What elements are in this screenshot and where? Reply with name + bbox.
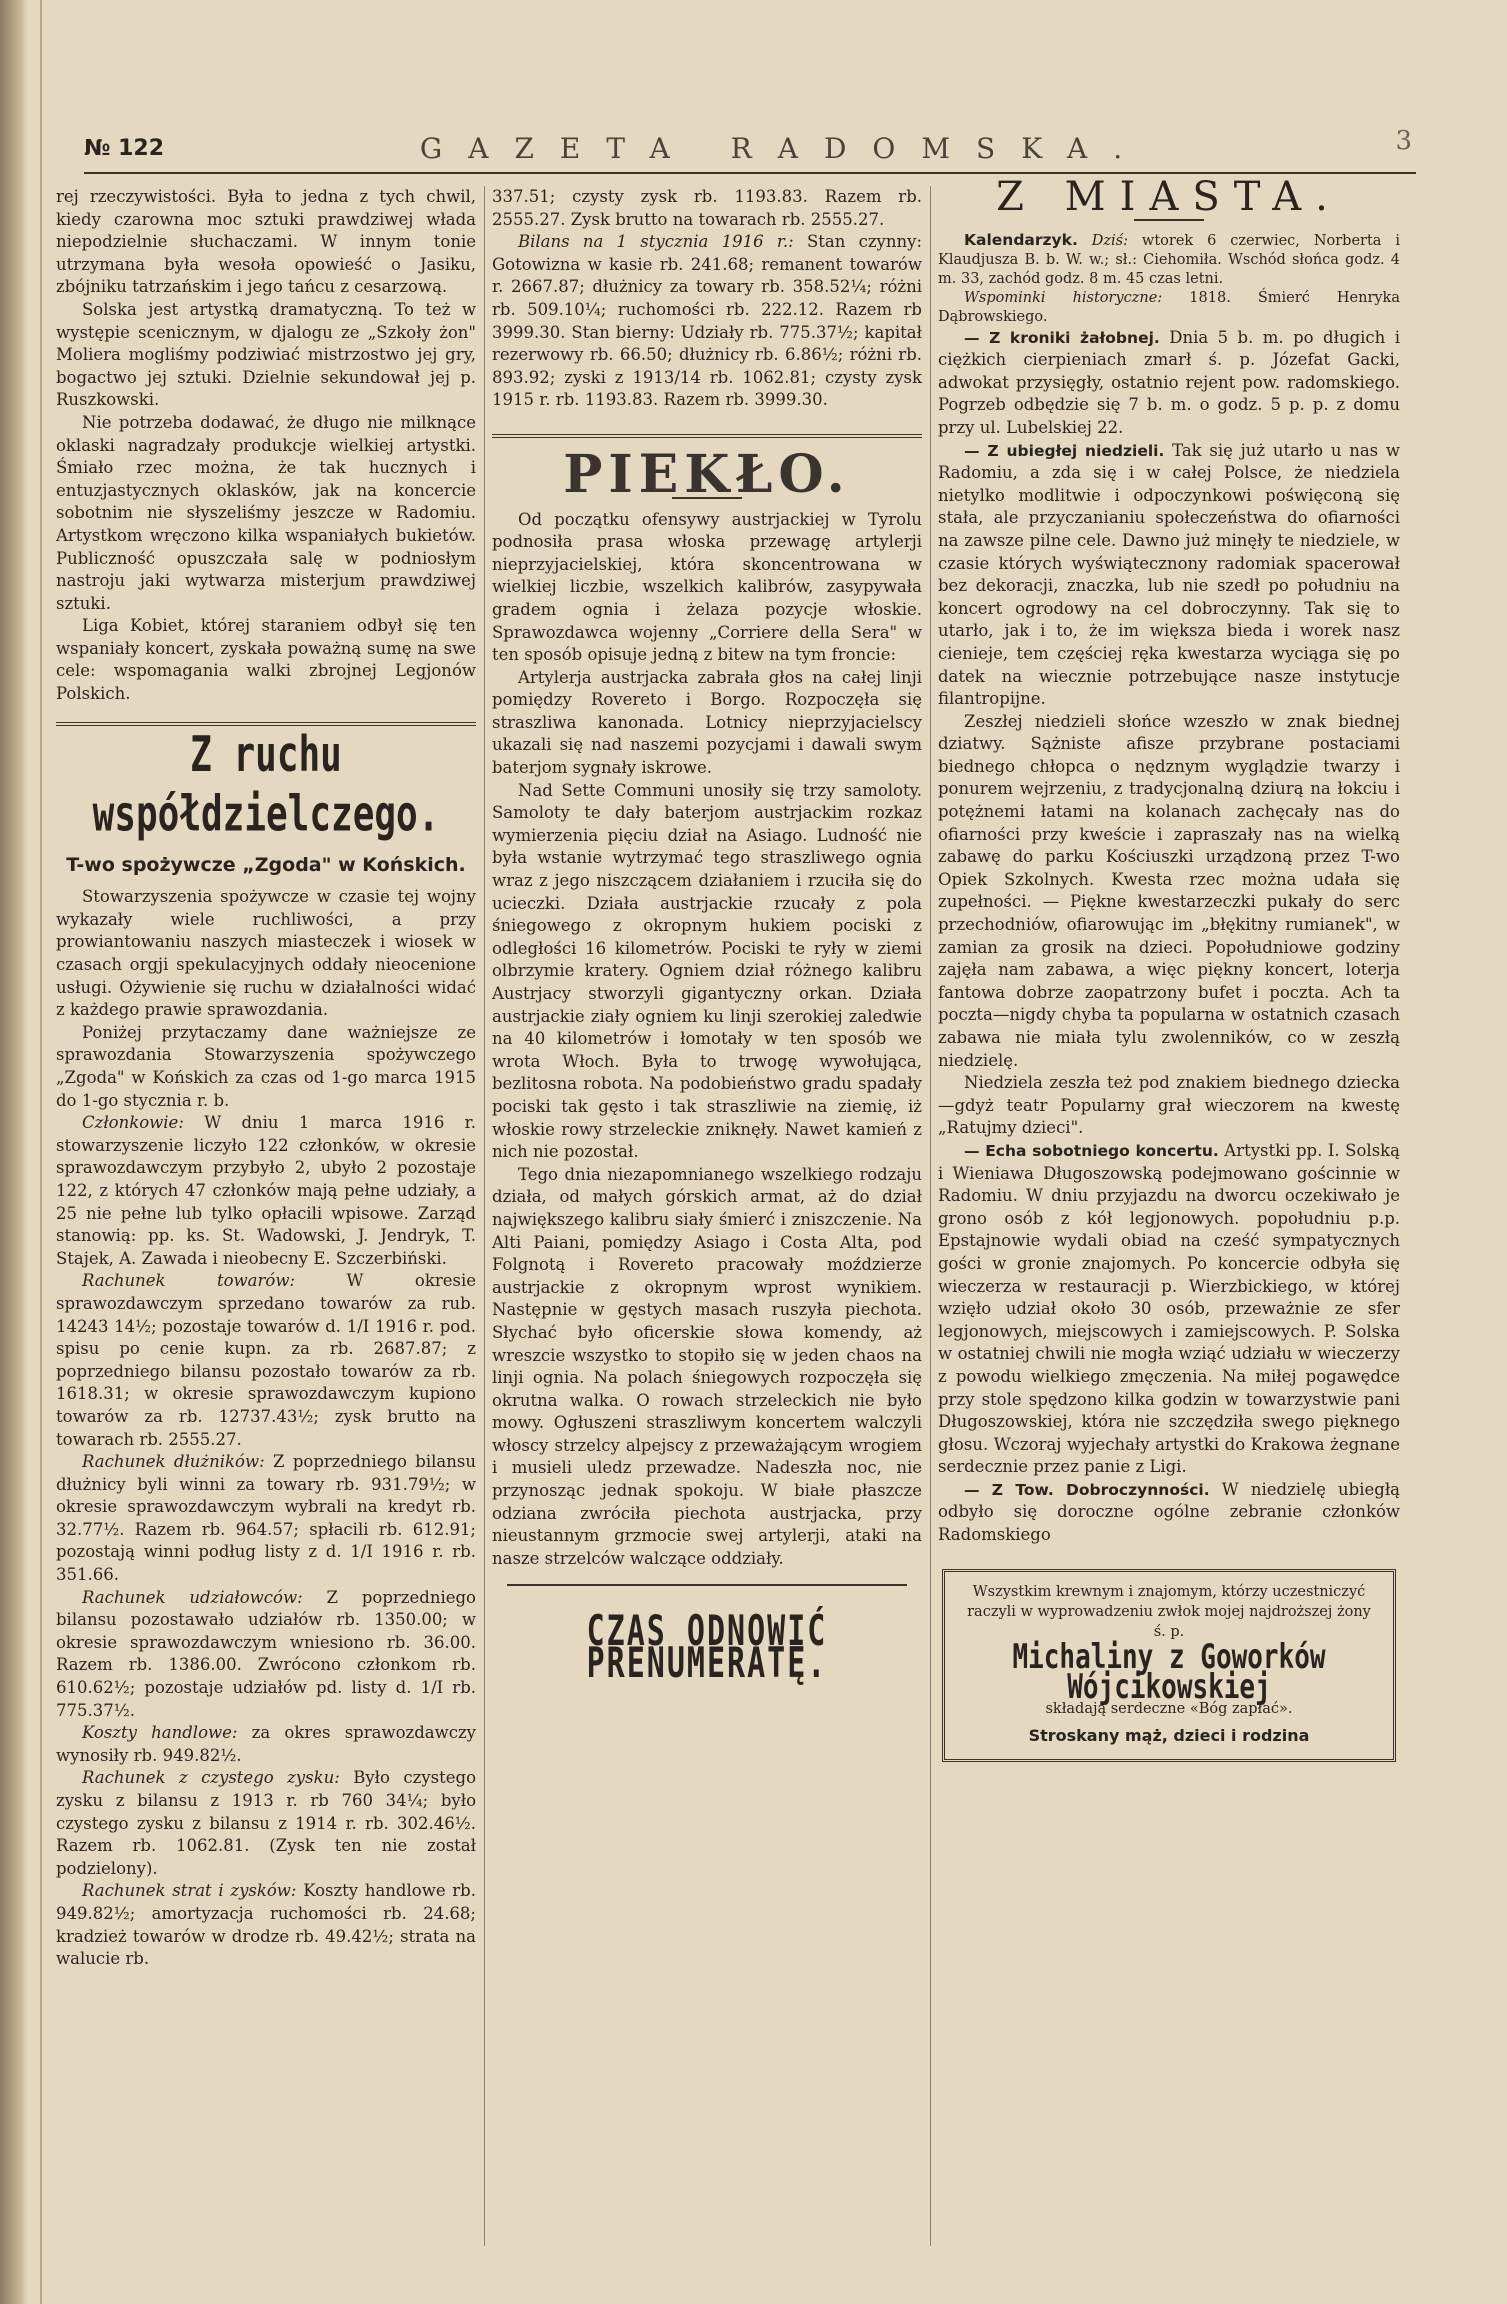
column-1 bbox=[56, 186, 476, 1971]
newspaper-title: GAZETA RADOMSKA. bbox=[419, 132, 1149, 165]
paragraph bbox=[938, 327, 1400, 440]
paragraph: Od początku ofensywy austrjackiej w Tyrolu podnosiła prasa włoska przewagę artylerji nieprzyjacielskiej, która skoncentrowana w wielkiej liczbie, wszelkich kalibrów, zasypywała gradem ognia i żelaza pozycje włoskie. Sprawozdawca wojenny „Corriere della Sera" w ten sposób opisuje jedną z bitew na tym froncie: bbox=[492, 509, 922, 665]
paragraph: Tego dnia niezapomnianego wszelkiego rodzaju działa, od małych górskich armat, aż do dział największego kalibru siały śmierć i zniszczenie. Na Alti Paiani, pomiędzy Asiago i Costa Alta, pod Folgnotą i Rovereto pracowały moździerze austrjackie z okropnym wprost wynikiem. Następnie w gęstych masach ruszyła piechota. Słychać było oficerskie słowa komendy, aż wreszcie wszystko to stopiło się w jeden chaos na linji ognia. Na polach śniegowych rozpoczęła się okrutna walka. O rowach strzeleckich nie było mowy. Ogłuszeni straszliwym koncertem walczyli włoscy strzelcy alpejscy z przeważającym wrogiem i musieli uledz przewadze. Nadeszła noc, nie przynosząc jednak spokoju. W białe płaszcze odziana zwróciła piechota austrjacka, przy nieustannym grzmocie swej artylerji, ataki na nasze strzelców walczące oddziały. bbox=[492, 1164, 922, 1568]
run-in-label: Kalendarzyk. bbox=[964, 230, 1078, 249]
paragraph bbox=[938, 1479, 1400, 1547]
subscription-notice: CZAS ODNOWIĆ PRENUMERATĘ. bbox=[586, 1607, 828, 1689]
section-title: Z MIASTA. bbox=[996, 174, 1342, 220]
paragraph bbox=[938, 1140, 1400, 1479]
article-subtitle: T-wo spożywcze „Zgoda" w Końskich. bbox=[66, 853, 466, 876]
paragraph bbox=[56, 1880, 476, 1970]
paragraph-text: Stan czynny: Gotowizna w kasie rb. 241.68; remanent towarów r. 2667.87; dłużnicy za towary rb. 358.52¼; różni rb. 509.10¼; ruchomości rb. 222.12. Razem rb 3999.30. Stan bierny: Udziały rb. 775.37½; kapitał rezerwowy rb. 66.50; dłużnicy rb. 6.86½; różni rb. 893.92; zyski z 1913/14 rb. 1062.81; czysty zysk 1915 r. rb. 1193.83. Razem rb. 3999.30. bbox=[492, 232, 922, 410]
paragraph: Artylerja austrjacka zabrała głos na całej linji pomiędzy Rovereto i Borgo. Rozpoczęła się straszliwa kanonada. Lotnicy nieprzyjacielscy ukazali się nad naszemi pozycjami i dawali swym baterjom sygnały iskrowe. bbox=[492, 667, 922, 778]
page-number: 3 bbox=[1395, 126, 1412, 156]
run-in-label: Rachunek dłużników: bbox=[82, 1452, 265, 1472]
paragraph: Stowarzyszenia spożywcze w czasie tej wojny wykazały wiele ruchliwości, a przy prowiantowaniu naszych miasteczek i wiosek w czasach orgji spekulacyjnych oddały nieocenione usługi. Ożywienie się ruchu w działalności widać z każdego prawie sprawozdania. bbox=[56, 887, 476, 1020]
section-divider bbox=[492, 434, 922, 438]
article-title: PIEKŁO. bbox=[563, 443, 851, 505]
page-binding-edge bbox=[0, 0, 28, 2304]
section-divider bbox=[56, 722, 476, 726]
column-2 bbox=[492, 186, 922, 1689]
paragraph: Nie potrzeba dodawać, że długo nie milknące oklaski nagradzały produkcje wielkiej artystki. Śmiało rzec można, że tak hucznych i entuzjastycznych oklasków, jak na koncercie sobotnim nie słyszeliśmy jeszcze w Radomiu. Artystkom wręczono kilka wspaniałych bukietów. Publiczność opuszczała salę w podniosłym nastroju jaki wytwarza misterjum prawdziwej sztuki. bbox=[56, 412, 476, 613]
paragraph bbox=[56, 1587, 476, 1723]
obituary-thanks-notice bbox=[942, 1569, 1396, 1763]
run-in-label: Koszty handlowe: bbox=[82, 1723, 238, 1743]
column-rule-2 bbox=[930, 186, 931, 2246]
paragraph-text: wtorek 6 czerwiec, Norberta i Klaudjusza B. b. W. w.; sł.: Ciehomiła. Wschód słońca godz. 4 m. 33, zachód godz. 8 m. 45 czas letni. bbox=[938, 232, 1400, 287]
paragraph: Poniżej przytaczamy dane ważniejsze ze sprawozdania Stowarzyszenia spożywczego „Zgoda" w Końskich za czas od 1-go marca 1915 do 1-go stycznia r. b. bbox=[56, 1022, 476, 1110]
section-title: Z ruchu współdzielczego. bbox=[92, 727, 440, 843]
paragraph: Zeszłej niedzieli słońce wzeszło w znak biednej dziatwy. Sążniste afisze przybrane postaciami biednego chłopca o nędznym wyglądzie twarzy i ponurem wejrzeniu, z tradycjonalną dziurą na łokciu i potężnemi łatami na kolanach zachęcały nas do ofiarności przy kweście i zapraszały nas na wielką zabawę do parku Kościuszki urządzoną przez T-wo Opiek Szkolnych. Kwesta rzec można udała się zupełności. — Piękne kwestarzeczki pukały do serc przechodniów, ofiarowując im „błękitny rumianek", w zamian za grosik na dzieci. Popołudniowe godziny zajęła nam zabawa, a więc piękny koncert, loterja fantowa dobrze zaopatrzony bufet i poczta. Ach ta poczta—nigdy chyba ta popularna w ostatnich czasach zabawa nie miała tylu zwolenników, co w zeszłą niedzielę. bbox=[938, 711, 1400, 1070]
paragraph: Nad Sette Communi unosiły się trzy samoloty. Samoloty te dały baterjom austrjackim rozkaz wymierzenia pięciu dział na Asiago. Ludność nie była wstanie wytrzymać tego straszliwego ognia wraz z jego niszczącem działaniem i rzuciła się do ucieczki. Działa austrjackie rzucały z pola śniegowego z okropnym hukiem pociski z odległości 16 kilometrów. Pociski te ryły w ziemi olbrzymie kratery. Ogniem dział różnego kalibru Austrjacy stworzyli gigantyczny orkan. Działa austrjackie ziały ogniem ku linji szerokiej zaledwie na 40 kilometrów i łomotały w ten sposób we wrota Włoch. Była to trwogę wywołująca, bezlitosna robota. Na podobieństwo gradu spadały pociski tak gęsto i tak straszliwie na ziemię, iż włoskie rowy strzeleckie zniknęły. Nawet kamień z nich nie pozostał. bbox=[492, 780, 922, 1162]
paragraph bbox=[56, 1270, 476, 1451]
paragraph-text: Z poprzedniego bilansu dłużnicy byli winni za towary rb. 931.79½; w okresie sprawozdawczym wybrali na kredyt rb. 32.77½. Razem rb. 964.57; spłacili rb. 612.91; pozostają winni podług listy z d. 1/I 1916 r. rb. 351.66. bbox=[56, 1452, 476, 1585]
notice-text: Wszystkim krewnym i znajomym, którzy uczestniczyć raczyli w wyprowadzeniu zwłok mojej najdroższej żony ś. p. bbox=[967, 1583, 1371, 1640]
paragraph-text: Artystki pp. I. Solską i Wieniawa Długoszowską podejmowano gościnnie w Radomiu. W dniu przyjazdu na dworcu oczekiwało je grono osób z kół legjonowych. popołudniu p.p. Epstajnowie wydali obiad na cześć sympatycznych gości w gronie znajomych. Po koncercie odbyła się wieczerza w restauracji p. Wierzbickiego, w której wzięło udział około 30 osób, przeważnie ze sfer legjonowych, miejscowych i zamiejscowych. P. Solska w ostatniej chwili nie mogła wziąć udziału w wieczerzy z powodu wielkiego zmęczenia. Na miłej pogawędce przy stole spędzono kilka godzin w towarzystwie pani Długoszowskiej, która nie szczędziła swego pięknego głosu. Wczoraj wyjechały artystki do Krakowa żegnane serdecznie przez panie z Ligi. bbox=[938, 1140, 1401, 1477]
history-note bbox=[938, 289, 1400, 327]
paragraph-text: Dnia 5 b. m. po długich i ciężkich cierpieniach zmarł ś. p. Józefat Gacki, adwokat przysięgły, ostatnio rejent pow. radomskiego. Pogrzeb odbędzie się 7 b. m. o godz. 5 p. p. z domu przy ul. Lubelskiej 22. bbox=[938, 327, 1400, 437]
paragraph bbox=[938, 440, 1400, 711]
paragraph-text: W okresie sprawozdawczym sprzedano towarów za rub. 14243 14½; pozostaje towarów d. 1/I 1916 r. pod. spisu po cenie kupn. za rb. 2687.87; z poprzedniego bilansu pozostało towarów za rb. 1618.31; w okresie sprawozdawczym kupiono towarów za rb. 12737.43½; zysk brutto na towarach rb. 2555.27. bbox=[56, 1271, 476, 1449]
paragraph bbox=[56, 1767, 476, 1880]
paragraph-text: W niedzielę ubiegłą odbyło się doroczne ogólne zebranie członków Radomskiego bbox=[938, 1479, 1401, 1545]
run-in-label: Rachunek z czystego zysku: bbox=[82, 1768, 340, 1788]
issue-number: № 122 bbox=[84, 136, 165, 161]
page-header bbox=[84, 126, 1416, 174]
run-in-label: Bilans na 1 stycznia 1916 r.: bbox=[518, 232, 794, 252]
paragraph bbox=[56, 1451, 476, 1587]
paragraph-text: Tak się już utarło u nas w Radomiu, a zda się i w całej Polsce, że niedziela nietylko modlitwie i odpoczynkowi poświęconą się stała, ale przyczanianiu społeczeństwa do ofiarności na zawsze pilne cele. Dawno już minęły te niedziele, w czasie których wyświątecznony radomiak spacerował bez dekoracji, znaczka, lub nie szedł po południu na koncert ogrodowy na cel dobroczynny. Tak się to utarło, jak i to, że im większa bieda i worek nasz cienieje, tem częściej ręka kwestarza wyciąga się po datek na wiecznie potrzebujące nasze instytucje filantropijne. bbox=[938, 440, 1400, 709]
paragraph: rej rzeczywistości. Była to jedna z tych chwil, kiedy czarowna moc sztuki prawdziwej włada niepodzielnie słuchaczami. W innym tonie utrzymana była wesoła opowieść o Jasiku, zbójniku tatrzańskim i jego tańcu z cesarzową. bbox=[56, 187, 476, 297]
paragraph: Niedziela zeszła też pod znakiem biednego dziecka—gdyż teatr Popularny grał wieczorem na kwestę „Ratujmy dzieci". bbox=[938, 1073, 1400, 1138]
paragraph-text: 1818. Śmierć Henryka Dąbrowskiego. bbox=[938, 289, 1400, 325]
run-in-label: Wspominki historyczne: bbox=[964, 289, 1163, 306]
paragraph bbox=[56, 1112, 476, 1270]
paragraph-text: Koszty handlowe rb. 949.82½; amortyzacja ruchomości rb. 24.68; kradzież towarów w drodze rb. 49.42½; strata na walucie rb. bbox=[56, 1881, 476, 1969]
paragraph-text: Z poprzedniego bilansu pozostawało udziałów rb. 1350.00; w okresie sprawozdawczym wniesiono rb. 36.00. Razem rb. 1386.00. Zwrócono członkom rb. 610.62½; pozostaje udziałów pd. listy d. 1/I rb. 775.37½. bbox=[56, 1587, 476, 1720]
run-in-label: — Echa sobotniego koncertu. bbox=[964, 1141, 1219, 1160]
run-in-label: Rachunek strat i zysków: bbox=[82, 1881, 297, 1901]
paragraph bbox=[492, 231, 922, 412]
run-in-label: — Z Tow. Dobroczynności. bbox=[964, 1480, 1210, 1499]
paragraph bbox=[56, 1722, 476, 1767]
calendar-note bbox=[938, 231, 1400, 289]
notice-rule bbox=[507, 1584, 907, 1586]
paragraph: Liga Kobiet, której staraniem odbył się ten wspaniały koncert, zyskała poważną sumę na swe cele: wspomagania walki zbrojnej Legjonów Polskich. bbox=[56, 616, 476, 704]
notice-name: Michaliny z Goworków Wójcikowskiej bbox=[1012, 1637, 1326, 1707]
run-in-label: Rachunek udziałowców: bbox=[82, 1587, 303, 1607]
run-in-label: Rachunek towarów: bbox=[82, 1271, 296, 1291]
notice-thanks: składają serdeczne «Bóg zapłać». bbox=[1045, 1700, 1293, 1717]
paragraph-text: za okres sprawozdawczy wynosiły rb. 949.82½. bbox=[56, 1723, 476, 1765]
run-in-label: — Z kroniki żałobnej. bbox=[964, 328, 1160, 347]
binding-rule bbox=[40, 0, 42, 2304]
paragraph-text: Było czystego zysku z bilansu z 1913 r. rb 760 34¼; było czystego zysku z bilansu z 1914 r. rb. 302.46½. Razem rb. 1062.81. (Zysk ten nie został podzielony). bbox=[56, 1768, 477, 1878]
column-rule-1 bbox=[484, 186, 485, 2246]
paragraph: 337.51; czysty zysk rb. 1193.83. Razem rb. 2555.27. Zysk brutto na towarach rb. 2555.27. bbox=[492, 187, 922, 229]
paragraph-text: W dniu 1 marca 1916 r. stowarzyszenie liczyło 122 członków, w okresie sprawozdawczym przybyło 2, ubyło 2 pozostaje 122, z których 47 członków mają pełne udziały, a 25 nie pełne lub tylko opłacili wpisowe. Zarząd stanowią: pp. ks. St. Wadowski, J. Jendryk, T. Stajek, A. Zawada i nieobecny E. Szczerbiński. bbox=[56, 1113, 476, 1268]
column-3 bbox=[938, 174, 1401, 1762]
run-in-label: Członkowie: bbox=[82, 1113, 184, 1133]
paragraph: Solska jest artystką dramatyczną. To też w występie scenicznym, w djalogu ze „Szkoły żon" Moliera mogliśmy podziwiać mistrzostwo jej gry, bogactwo jej sztuki. Dzielnie sekundował jej p. Ruszkowski. bbox=[56, 299, 476, 410]
run-in-label: Dziś: bbox=[1077, 232, 1129, 249]
run-in-label: — Z ubiegłej niedzieli. bbox=[964, 441, 1165, 460]
notice-signature: Stroskany mąż, dzieci i rodzina bbox=[1028, 1725, 1310, 1745]
